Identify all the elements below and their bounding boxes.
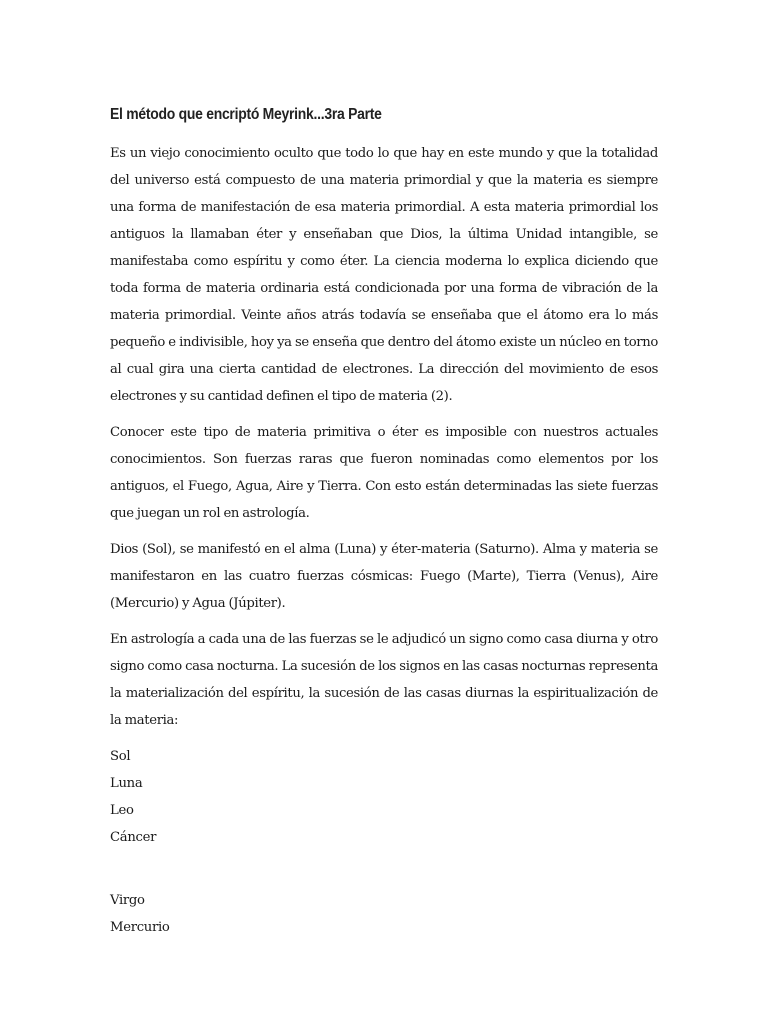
list-item-virgo: Virgo [110,893,145,908]
list-item-luna: Luna [110,776,143,791]
paragraph-1: Es un viejo conocimiento oculto que todo lo que hay en este mundo y que la totalidad del universo está compuesto de una materia primordial y que la materia es siempre una forma de manifestación de esa materia primordial. A esta materia primordial los antiguos la llamaban éter y enseñaban que Dios, la última Unidad intangible, se manifestaba como espíritu y como éter. La ciencia moderna lo explica diciendo que toda forma de materia ordinaria está condicionada por una forma de vibración de la materia primordial. Veinte años atrás todavía se enseñaba que el átomo era lo más pequeño e indivisible, hoy ya se enseña que dentro del átomo existe un núcleo en torno al cual gira una cierta cantidad de electrones. La dirección del movimiento de esos electrones y su cantidad definen el tipo de materia (2). [110,146,658,404]
list-item-leo: Leo [110,803,134,818]
list-item-mercurio: Mercurio [110,920,170,935]
paragraph-4: En astrología a cada una de las fuerzas se le adjudicó un signo como casa diurna y otro signo como casa nocturna. La sucesión de los signos en las casas nocturnas representa la materialización del espíritu, la sucesión de las casas diurnas la espiritualización de la materia: [110,632,658,728]
list-item-cancer: Cáncer [110,830,157,845]
astrology-list [110,743,658,941]
list-spacer [110,851,658,887]
paragraph-3: Dios (Sol), se manifestó en el alma (Luna) y éter-materia (Saturno). Alma y materia se manifestaron en las cuatro fuerzas cósmicas: Fuego (Marte), Tierra (Venus), Aire (Mercurio) y Agua (Júpiter). [110,542,658,611]
document-title: El método que encriptó Meyrink...3ra Parte [110,106,382,123]
document-page [110,104,658,941]
paragraph-2: Conocer este tipo de materia primitiva o éter es imposible con nuestros actuales conocimientos. Son fuerzas raras que fueron nominadas como elementos por los antiguos, el Fuego, Agua, Aire y Tierra. Con esto están determinadas las siete fuerzas que juegan un rol en astrología. [110,425,658,521]
list-item-sol: Sol [110,749,131,764]
